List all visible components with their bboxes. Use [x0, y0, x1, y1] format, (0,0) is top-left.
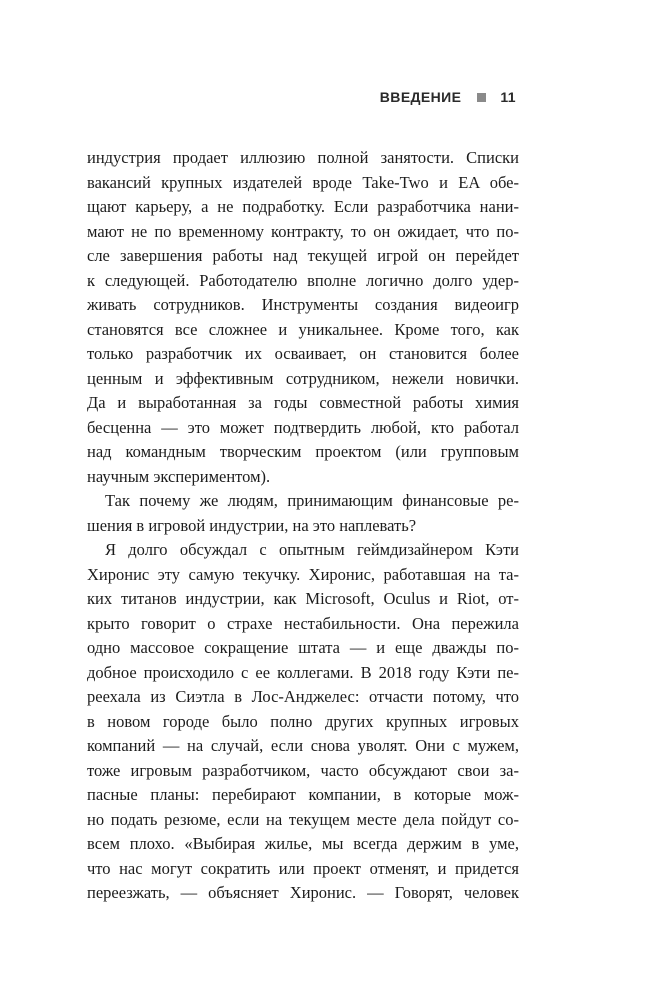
- text-line: добное происходило с ее коллегами. В 2018 году Кэти пе-: [87, 662, 519, 682]
- text-line: что нас могут сократить или проект отменят, и придется: [87, 858, 519, 878]
- text-line: вакансий крупных издателей вроде Take-Two и EA обе-: [87, 172, 519, 192]
- text-line: к следующей. Работодателю вполне логично долго удер-: [87, 270, 519, 290]
- text-line: реехала из Сиэтла в Лос-Анджелес: отчасти потому, что: [87, 687, 519, 706]
- text-line: всем плохо. «Выбирая жилье, мы всегда держим в уме,: [87, 834, 519, 853]
- text-line: над командным творческим проектом (или групповым: [87, 442, 519, 461]
- text-line: Да и выработанная за годы совместной работы химия: [87, 393, 519, 412]
- text-line: Хиронис эту самую текучку. Хиронис, работавшая на та-: [87, 564, 519, 584]
- text-line: ценным и эффективным сотрудником, нежели новички.: [87, 368, 519, 388]
- text-line: сле завершения работы над текущей игрой он перейдет: [87, 246, 519, 265]
- text-line: щают карьеру, а не подработку. Если разработчика нани-: [87, 197, 519, 216]
- text-line: компаний — на случай, если снова уволят. Они с мужем,: [87, 736, 519, 755]
- text-line: Так почему же людям, принимающим финансовые ре-: [105, 491, 519, 510]
- text-line: бесценна — это может подтвердить любой, кто работал: [87, 417, 519, 437]
- text-line: шения в игровой индустрии, на это наплевать?: [87, 515, 417, 535]
- text-line: одно массовое сокращение штата — и еще дважды по-: [87, 638, 519, 657]
- text-line: ких титанов индустрии, как Microsoft, Oculus и Riot, от-: [87, 589, 519, 608]
- text-line: только разработчик их осваивает, он становится более: [87, 344, 519, 363]
- section-title: ВВЕДЕНИЕ: [379, 89, 462, 105]
- text-line: крыто говорит о страхе нестабильности. Она пережила: [87, 613, 519, 633]
- page-number: 11: [500, 89, 516, 105]
- text-line: Я долго обсуждал с опытным геймдизайнером Кэти: [105, 540, 519, 559]
- text-line: индустрия продает иллюзию полной занятости. Списки: [87, 148, 519, 167]
- text-line: но подать резюме, если на текущем месте дела пойдут со-: [87, 809, 519, 829]
- text-line: пасные планы: перебирают компании, в которые мож-: [87, 785, 519, 804]
- text-line: переезжать, — объясняет Хиронис. — Говорят, человек: [87, 883, 519, 902]
- text-line: научным экспериментом).: [87, 466, 271, 486]
- separator-square-icon: [477, 93, 486, 102]
- text-line: становятся все сложнее и уникальнее. Кроме того, как: [87, 319, 519, 339]
- text-line: живать сотрудников. Инструменты создания видеоигр: [87, 295, 519, 314]
- text-line: мают не по временному контракту, то он ожидает, что по-: [87, 221, 519, 241]
- text-line: в новом городе было полно других крупных игровых: [87, 711, 519, 731]
- body-text: [87, 146, 519, 906]
- running-header: [0, 89, 516, 105]
- text-line: тоже игровым разработчиком, часто обсуждают свои за-: [87, 760, 519, 780]
